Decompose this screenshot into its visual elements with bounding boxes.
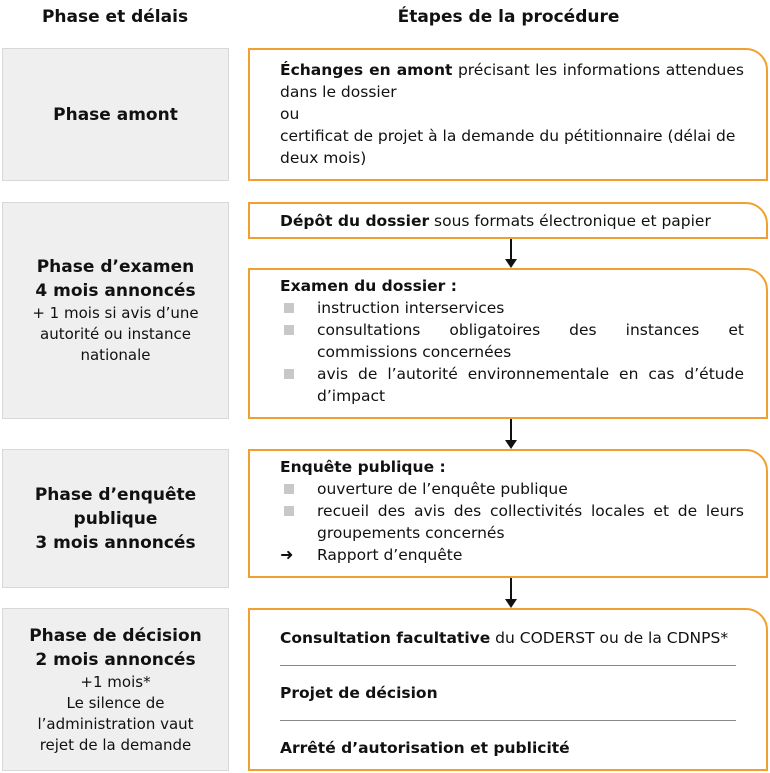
phase-enquete-title: Phase d’enquête (34, 484, 197, 505)
phase-decision-duration: 2 mois annoncés (35, 649, 196, 670)
phase-decision-note-4: rejet de la demande (39, 735, 192, 754)
step-depot-bold: Dépôt du dossier (280, 212, 430, 230)
list-item: consultations obligatoires des instances et commissions concernées (280, 319, 744, 363)
step-examen-title: Examen du dossier : (280, 277, 457, 295)
step-amont-or: ou (280, 105, 300, 123)
step-depot-box (248, 202, 768, 239)
phase-decision-note-3: l’administration vaut (37, 714, 194, 733)
column-header-steps: Étapes de la procédure (397, 7, 620, 27)
step-amont-box (248, 48, 768, 181)
step-amont-bold: Échanges en amont (280, 61, 453, 79)
phase-enquete-duration: 3 mois annoncés (35, 532, 196, 553)
phase-decision-title: Phase de décision (29, 625, 202, 646)
list-item-arrow: ➜ Rapport d’enquête (280, 545, 463, 564)
step-examen-box (248, 268, 768, 419)
phase-amont-title: Phase amont (53, 104, 178, 125)
step-decision-box (248, 608, 768, 771)
list-item: ouverture de l’enquête publique (280, 478, 744, 500)
phase-examen-note-1: + 1 mois si avis d’une (32, 304, 199, 322)
step-amont-text-2: certificat de projet à la demande du pétitionnaire (délai de deux mois) (280, 127, 736, 167)
step-examen-list (280, 297, 744, 407)
list-item: instruction interservices (280, 297, 744, 319)
phase-decision-box (2, 608, 229, 771)
list-item: recueil des avis des collectivités locales et de leurs groupements concernés (280, 500, 744, 544)
column-header-phase: Phase et délais (41, 7, 189, 27)
arrow-right-icon: ➜ (280, 545, 294, 564)
phase-enquete-title-2: publique (73, 508, 158, 529)
step-amont-text (280, 59, 744, 103)
step-decision-item-1: Consultation facultative du CODERST ou de la CDNPS* (280, 629, 729, 647)
phase-enquete-box (2, 449, 229, 588)
phase-examen-note-3: nationale (80, 346, 151, 364)
phase-examen-title: Phase d’examen (36, 257, 195, 277)
step-depot-text (280, 210, 744, 232)
phase-examen-duration: 4 mois annoncés (35, 281, 196, 301)
step-enquete-box (248, 449, 768, 578)
list-item: avis de l’autorité environnementale en cas d’étude d’impact (280, 363, 744, 407)
step-enquete-title: Enquête publique : (280, 458, 446, 476)
step-depot-rest: sous formats électronique et papier (429, 212, 711, 230)
phase-decision-note-1: +1 mois* (80, 672, 151, 691)
phase-examen-note-2: autorité ou instance (40, 325, 191, 343)
phase-decision-note-2: Le silence de (66, 693, 165, 712)
step-decision-item-3: Arrêté d’autorisation et publicité (280, 739, 570, 757)
step-enquete-list (280, 478, 744, 566)
step-amont-text-1: précisant les informations attendues dans le dossier (280, 61, 744, 101)
phase-examen-box (2, 202, 229, 419)
phase-amont-box (2, 48, 229, 181)
step-decision-item-2: Projet de décision (280, 684, 438, 702)
